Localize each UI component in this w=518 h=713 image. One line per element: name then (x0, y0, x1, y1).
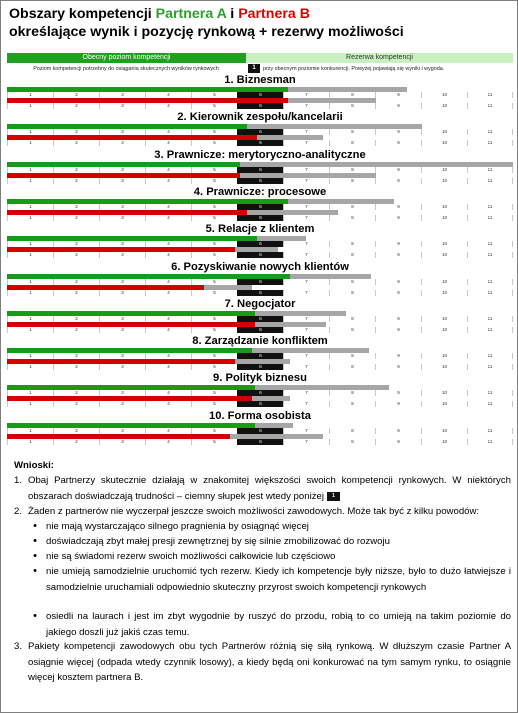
threshold-marker-icon: 1 (248, 64, 260, 73)
scale-tick: 3 (99, 252, 145, 258)
header-note-right: przy obecnym poziomie konkurencji. Powyżej pojawiają się wyniki i wygoda. (263, 66, 445, 72)
scale-tick: 4 (145, 215, 191, 221)
scale-tick: 5 (191, 401, 237, 407)
scale-tick: 4 (145, 428, 191, 434)
scale-tick: 9 (375, 279, 421, 285)
scale-tick: 9 (375, 140, 421, 146)
scale-tick: 2 (53, 428, 99, 434)
scale-tick: 7 (283, 167, 329, 173)
partner-b-scale (7, 439, 513, 445)
conclusion-3-text: Pakiety kompetencji zawodowych obu tych Partnerów różnią się siłą rynkową. W dłuższym czasie Partner A osiągnie więcej (odpada wtedy czynnik losowy), a kiedy będą oni konkurować na tym samym rynku, to osiągnie więcej kosztem partnera B. (28, 641, 511, 684)
scale-tick: 4 (145, 327, 191, 333)
scale-tick: 8 (329, 103, 375, 109)
scale-tick: 9 (375, 178, 421, 184)
scale-tick: 2 (53, 316, 99, 322)
scale-tick: 7 (283, 316, 329, 322)
scale-tick: 11 (467, 390, 513, 396)
scale-tick: 1 (7, 140, 53, 146)
scale-tick: 9 (375, 215, 421, 221)
scale-tick: 5 (191, 353, 237, 359)
competence-title: 8. Zarządzanie konfliktem (192, 335, 328, 348)
scale-tick: 10 (421, 241, 467, 247)
scale-tick: 5 (191, 204, 237, 210)
scale-tick: 10 (421, 178, 467, 184)
scale-tick: 7 (283, 140, 329, 146)
scale-tick: 4 (145, 439, 191, 445)
competence-title: 1. Biznesman (224, 74, 296, 86)
threshold-tick: 6 (237, 252, 283, 258)
scale-tick: 1 (7, 439, 53, 445)
header-note-left: Poziom kompetencji potrzebny do osiągania skutecznych wyników rynkowych (33, 66, 219, 72)
threshold-tick: 6 (237, 140, 283, 146)
conclusion-1 (14, 473, 511, 504)
scale-tick: 10 (421, 167, 467, 173)
scale-tick: 2 (53, 103, 99, 109)
threshold-tick: 6 (237, 364, 283, 370)
bullet-item (33, 609, 511, 640)
scale-tick: 2 (53, 364, 99, 370)
title-prefix: Obszary kompetencji (9, 6, 156, 22)
scale-tick: 1 (7, 390, 53, 396)
scale-tick: 1 (7, 290, 53, 296)
scale-tick: 5 (191, 178, 237, 184)
threshold-tick: 6 (237, 290, 283, 296)
scale-tick: 8 (329, 279, 375, 285)
title-partner-b: Partnera B (238, 6, 310, 22)
threshold-tick: 6 (237, 103, 283, 109)
scale-tick: 11 (467, 316, 513, 322)
scale-tick: 2 (53, 290, 99, 296)
scale-tick: 10 (421, 290, 467, 296)
scale-tick: 9 (375, 327, 421, 333)
scale-tick: 3 (99, 279, 145, 285)
scale-tick: 11 (467, 204, 513, 210)
scale-tick: 3 (99, 167, 145, 173)
scale-tick: 7 (283, 327, 329, 333)
scale-tick: 8 (329, 129, 375, 135)
partner-b-scale (7, 290, 513, 296)
scale-tick: 3 (99, 439, 145, 445)
scale-tick: 1 (7, 103, 53, 109)
scale-tick: 5 (191, 327, 237, 333)
scale-tick: 7 (283, 390, 329, 396)
scale-tick: 2 (53, 92, 99, 98)
scale-tick: 3 (99, 129, 145, 135)
bullet-item (33, 549, 511, 565)
scale-tick: 2 (53, 204, 99, 210)
scale-tick: 8 (329, 204, 375, 210)
scale-tick: 9 (375, 92, 421, 98)
scale-tick: 11 (467, 439, 513, 445)
scale-tick: 1 (7, 353, 53, 359)
scale-tick: 4 (145, 364, 191, 370)
scale-tick: 10 (421, 279, 467, 285)
header-reserve: Rezerwa kompetencji (246, 53, 513, 63)
scale-tick: 5 (191, 241, 237, 247)
scale-tick: 1 (7, 428, 53, 434)
scale-tick: 8 (329, 252, 375, 258)
competence-block (1, 372, 518, 410)
threshold-tick: 6 (237, 390, 283, 396)
scale-tick: 10 (421, 204, 467, 210)
threshold-tick: 6 (237, 428, 283, 434)
scale-tick: 8 (329, 428, 375, 434)
scale-tick: 5 (191, 439, 237, 445)
bullet-dot-icon: • (33, 535, 37, 547)
threshold-tick: 6 (237, 327, 283, 333)
scale-tick: 3 (99, 390, 145, 396)
scale-tick: 9 (375, 390, 421, 396)
scale-tick: 3 (99, 178, 145, 184)
competence-block (1, 111, 518, 149)
scale-tick: 10 (421, 252, 467, 258)
scale-tick: 2 (53, 241, 99, 247)
scale-tick: 10 (421, 129, 467, 135)
scale-tick: 10 (421, 353, 467, 359)
scale-tick: 3 (99, 204, 145, 210)
scale-tick: 9 (375, 401, 421, 407)
scale-tick: 8 (329, 140, 375, 146)
scale-tick: 4 (145, 279, 191, 285)
scale-tick: 3 (99, 353, 145, 359)
scale-tick: 10 (421, 327, 467, 333)
scale-tick: 7 (283, 204, 329, 210)
bullet-text: osiedli na laurach i jest im zbyt wygodnie by ruszyć do przodu, robią to co umieją na takim poziomie do jakiego doszli już jakiś czas temu. (46, 611, 511, 638)
scale-tick: 7 (283, 279, 329, 285)
scale-tick: 11 (467, 241, 513, 247)
scale-tick: 8 (329, 316, 375, 322)
scale-tick: 8 (329, 364, 375, 370)
scale-tick: 7 (283, 129, 329, 135)
scale-tick: 11 (467, 401, 513, 407)
conclusion-2-number: 2. (14, 506, 23, 517)
competence-title: 10. Forma osobista (209, 409, 311, 422)
title-partner-a: Partnera A (155, 6, 227, 22)
scale-tick: 5 (191, 129, 237, 135)
scale-tick: 2 (53, 129, 99, 135)
scale-tick: 3 (99, 364, 145, 370)
conclusion-1-text: Obaj Partnerzy skutecznie działają w znakomitej większości swoich kompetencji rynkowych. W niektórych obszarach doświadczają trudności – ciemny słupek jest wtedy poniżej (28, 475, 511, 502)
scale-tick: 4 (145, 252, 191, 258)
scale-tick: 9 (375, 353, 421, 359)
threshold-tick: 6 (237, 353, 283, 359)
scale-tick: 8 (329, 390, 375, 396)
scale-tick: 8 (329, 327, 375, 333)
conclusion-2-text: Żaden z partnerów nie wyczerpał jeszcze swoich możliwości zawodowych. Może tak być z kilku powodów: (28, 506, 480, 517)
scale-tick: 1 (7, 129, 53, 135)
bullet-text: nie umieją samodzielnie uruchomić tych rezerw. Kiedy ich kompetencje były niższe, było to dużo łatwiejsze i samodzielnie uruchamiali odpowiednio skuteczny przyrost swoich kompetencji rynkowych (46, 566, 511, 593)
scale-tick: 7 (283, 353, 329, 359)
partner-b-scale (7, 252, 513, 258)
bullet-text: nie mają wystarczająco silnego pragnienia by osiągnąć więcej (46, 521, 309, 532)
scale-tick: 2 (53, 401, 99, 407)
scale-tick: 3 (99, 401, 145, 407)
scale-tick: 7 (283, 290, 329, 296)
partner-b-scale (7, 401, 513, 407)
scale-tick: 5 (191, 364, 237, 370)
threshold-tick: 6 (237, 178, 283, 184)
competence-block (1, 186, 518, 224)
competence-block (1, 74, 518, 112)
scale-tick: 7 (283, 215, 329, 221)
scale-tick: 7 (283, 401, 329, 407)
scale-tick: 2 (53, 167, 99, 173)
scale-tick: 5 (191, 390, 237, 396)
scale-tick: 7 (283, 364, 329, 370)
partner-b-scale (7, 327, 513, 333)
threshold-tick: 6 (237, 215, 283, 221)
threshold-tick: 6 (237, 167, 283, 173)
conclusion-1-number: 1. (14, 475, 23, 486)
scale-tick: 1 (7, 167, 53, 173)
scale-tick: 3 (99, 316, 145, 322)
partner-b-scale (7, 215, 513, 221)
scale-tick: 8 (329, 290, 375, 296)
scale-tick: 8 (329, 241, 375, 247)
scale-tick: 3 (99, 103, 145, 109)
competence-title: 4. Prawnicze: procesowe (193, 185, 327, 198)
scale-tick: 1 (7, 279, 53, 285)
scale-tick: 1 (7, 252, 53, 258)
scale-tick: 10 (421, 439, 467, 445)
scale-tick: 4 (145, 353, 191, 359)
title-connector: i (226, 6, 239, 22)
competence-block (1, 261, 518, 299)
scale-tick: 11 (467, 279, 513, 285)
scale-tick: 11 (467, 92, 513, 98)
scale-tick: 3 (99, 290, 145, 296)
page-title-line2: określające wynik i pozycję rynkową + rezerwy możliwości (9, 24, 404, 40)
threshold-tick: 6 (237, 439, 283, 445)
conclusions-title: Wnioski: (14, 460, 54, 471)
scale-tick: 8 (329, 178, 375, 184)
scale-tick: 11 (467, 353, 513, 359)
competence-block (1, 335, 518, 373)
scale-tick: 1 (7, 401, 53, 407)
scale-tick: 1 (7, 241, 53, 247)
bullet-dot-icon: • (33, 520, 37, 532)
scale-tick: 1 (7, 327, 53, 333)
scale-tick: 1 (7, 204, 53, 210)
scale-tick: 5 (191, 290, 237, 296)
scale-tick: 11 (467, 327, 513, 333)
threshold-tick: 6 (237, 129, 283, 135)
scale-tick: 4 (145, 167, 191, 173)
bullet-text: nie są świadomi rezerw swoich możliwości całkowicie lub częściowo (46, 551, 336, 562)
scale-tick: 4 (145, 241, 191, 247)
scale-tick: 8 (329, 215, 375, 221)
conclusion-3 (14, 639, 511, 686)
scale-tick: 5 (191, 316, 237, 322)
scale-tick: 2 (53, 252, 99, 258)
competence-block (1, 149, 518, 187)
scale-tick: 8 (329, 167, 375, 173)
scale-tick: 5 (191, 140, 237, 146)
scale-tick: 9 (375, 428, 421, 434)
scale-tick: 1 (7, 92, 53, 98)
scale-tick: 3 (99, 92, 145, 98)
scale-tick: 10 (421, 401, 467, 407)
scale-tick: 9 (375, 204, 421, 210)
scale-tick: 7 (283, 92, 329, 98)
bullet-dot-icon: • (33, 610, 37, 622)
scale-tick: 11 (467, 140, 513, 146)
competence-title: 2. Kierownik zespołu/kancelarii (177, 111, 343, 124)
scale-tick: 9 (375, 241, 421, 247)
partner-b-scale (7, 140, 513, 146)
scale-tick: 11 (467, 290, 513, 296)
bullet-item (33, 519, 511, 535)
scale-tick: 3 (99, 428, 145, 434)
competence-title: 3. Prawnicze: merytoryczno-analityczne (154, 148, 366, 161)
competence-title: 9. Polityk biznesu (213, 372, 307, 385)
competence-block (1, 298, 518, 336)
bullet-dot-icon: • (33, 550, 37, 562)
scale-tick: 5 (191, 92, 237, 98)
scale-tick: 3 (99, 241, 145, 247)
threshold-tick: 6 (237, 316, 283, 322)
scale-tick: 2 (53, 390, 99, 396)
scale-tick: 10 (421, 140, 467, 146)
threshold-tick: 6 (237, 401, 283, 407)
scale-tick: 10 (421, 428, 467, 434)
scale-tick: 2 (53, 279, 99, 285)
scale-tick: 7 (283, 252, 329, 258)
scale-tick: 1 (7, 316, 53, 322)
partner-b-scale (7, 103, 513, 109)
scale-tick: 1 (7, 215, 53, 221)
scale-tick: 5 (191, 279, 237, 285)
threshold-tick: 6 (237, 279, 283, 285)
scale-tick: 9 (375, 167, 421, 173)
scale-tick: 11 (467, 215, 513, 221)
scale-tick: 10 (421, 92, 467, 98)
scale-tick: 7 (283, 241, 329, 247)
threshold-tick: 6 (237, 204, 283, 210)
header-current-level: Obecny poziom kompetencji (7, 53, 246, 63)
scale-tick: 4 (145, 92, 191, 98)
dark-bar-icon: 1 (327, 492, 340, 501)
scale-tick: 4 (145, 390, 191, 396)
partner-b-scale (7, 364, 513, 370)
scale-tick: 4 (145, 129, 191, 135)
scale-tick: 11 (467, 252, 513, 258)
threshold-tick: 6 (237, 92, 283, 98)
scale-tick: 3 (99, 327, 145, 333)
competence-title: 7. Negocjator (224, 297, 296, 310)
scale-tick: 1 (7, 364, 53, 370)
scale-tick: 4 (145, 316, 191, 322)
scale-tick: 5 (191, 215, 237, 221)
scale-tick: 2 (53, 353, 99, 359)
scale-tick: 7 (283, 178, 329, 184)
scale-tick: 9 (375, 364, 421, 370)
conclusion-2 (14, 504, 511, 520)
scale-tick: 11 (467, 103, 513, 109)
scale-tick: 7 (283, 439, 329, 445)
scale-tick: 11 (467, 428, 513, 434)
scale-tick: 8 (329, 439, 375, 445)
scale-tick: 2 (53, 439, 99, 445)
scale-tick: 9 (375, 439, 421, 445)
scale-tick: 1 (7, 178, 53, 184)
scale-tick: 11 (467, 167, 513, 173)
competence-block (1, 223, 518, 261)
threshold-tick: 6 (237, 241, 283, 247)
scale-tick: 4 (145, 103, 191, 109)
scale-tick: 9 (375, 290, 421, 296)
competence-title: 5. Relacje z klientem (205, 223, 315, 236)
scale-tick: 4 (145, 140, 191, 146)
scale-tick: 11 (467, 129, 513, 135)
scale-tick: 9 (375, 103, 421, 109)
scale-tick: 5 (191, 167, 237, 173)
competence-title: 6. Pozyskiwanie nowych klientów (171, 260, 349, 273)
scale-tick: 10 (421, 215, 467, 221)
bullet-text: doświadczają zbyt małej presji zewnętrznej by się silnie zmobilizować do rozwoju (46, 536, 390, 547)
scale-tick: 4 (145, 204, 191, 210)
scale-tick: 11 (467, 364, 513, 370)
scale-tick: 7 (283, 428, 329, 434)
conclusion-3-number: 3. (14, 641, 23, 652)
bullet-dot-icon: • (33, 565, 37, 577)
scale-tick: 4 (145, 290, 191, 296)
scale-tick: 2 (53, 327, 99, 333)
scale-tick: 9 (375, 252, 421, 258)
competence-block (1, 410, 518, 448)
scale-tick: 4 (145, 178, 191, 184)
scale-tick: 2 (53, 140, 99, 146)
scale-tick: 10 (421, 103, 467, 109)
scale-tick: 9 (375, 129, 421, 135)
scale-tick: 8 (329, 92, 375, 98)
scale-tick: 5 (191, 428, 237, 434)
scale-tick: 8 (329, 353, 375, 359)
scale-tick: 5 (191, 103, 237, 109)
bullet-item (33, 534, 511, 550)
scale-tick: 7 (283, 103, 329, 109)
scale-tick: 10 (421, 390, 467, 396)
scale-tick: 10 (421, 364, 467, 370)
scale-tick: 2 (53, 215, 99, 221)
scale-tick: 3 (99, 215, 145, 221)
scale-tick: 2 (53, 178, 99, 184)
bullet-item (33, 564, 511, 595)
scale-tick: 3 (99, 140, 145, 146)
scale-tick: 10 (421, 316, 467, 322)
scale-tick: 9 (375, 316, 421, 322)
scale-tick: 11 (467, 178, 513, 184)
partner-b-scale (7, 178, 513, 184)
scale-tick: 4 (145, 401, 191, 407)
page-title-line1 (9, 6, 514, 23)
scale-tick: 8 (329, 401, 375, 407)
scale-tick: 5 (191, 252, 237, 258)
